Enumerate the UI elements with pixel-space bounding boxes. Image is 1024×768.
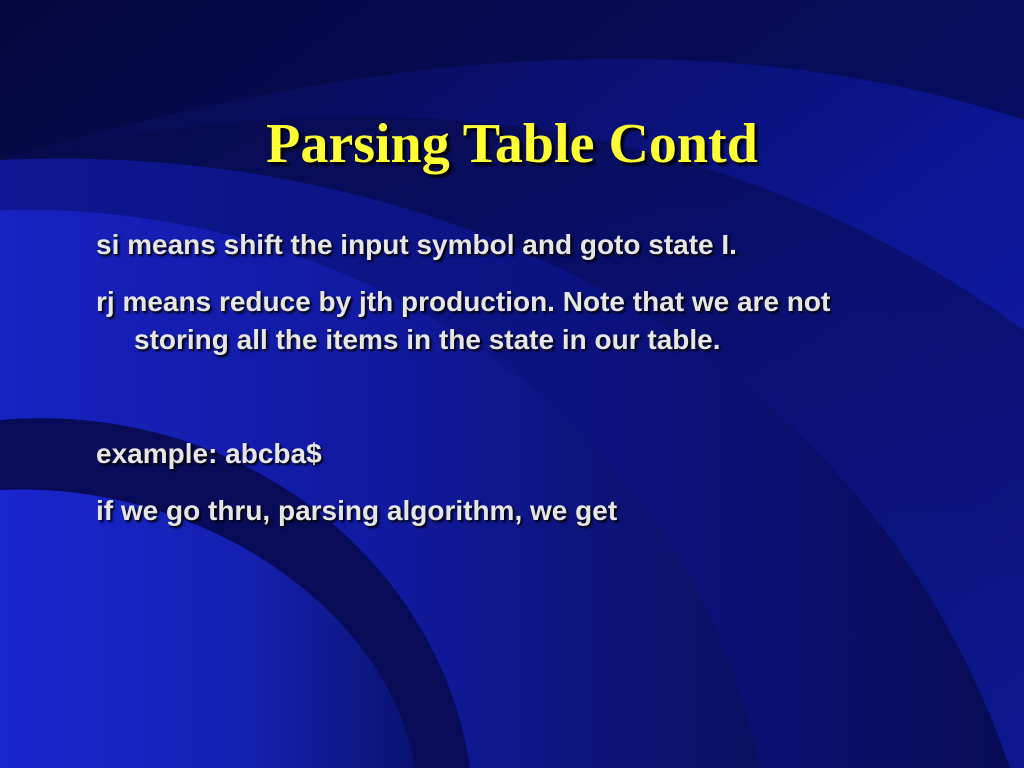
slide-body — [96, 226, 896, 549]
bullet-parsing-result: if we go thru, parsing algorithm, we get — [96, 495, 618, 526]
bullet-shift-definition: si means shift the input symbol and goto state I. — [96, 229, 737, 260]
slide-title: Parsing Table Contd — [266, 113, 758, 175]
bullet-spacer — [96, 378, 896, 435]
bullet-reduce-definition: rj means reduce by jth production. Note that we are not storing all the items in the state in our table. — [96, 286, 831, 355]
bullet-example: example: abcba$ — [96, 438, 322, 469]
